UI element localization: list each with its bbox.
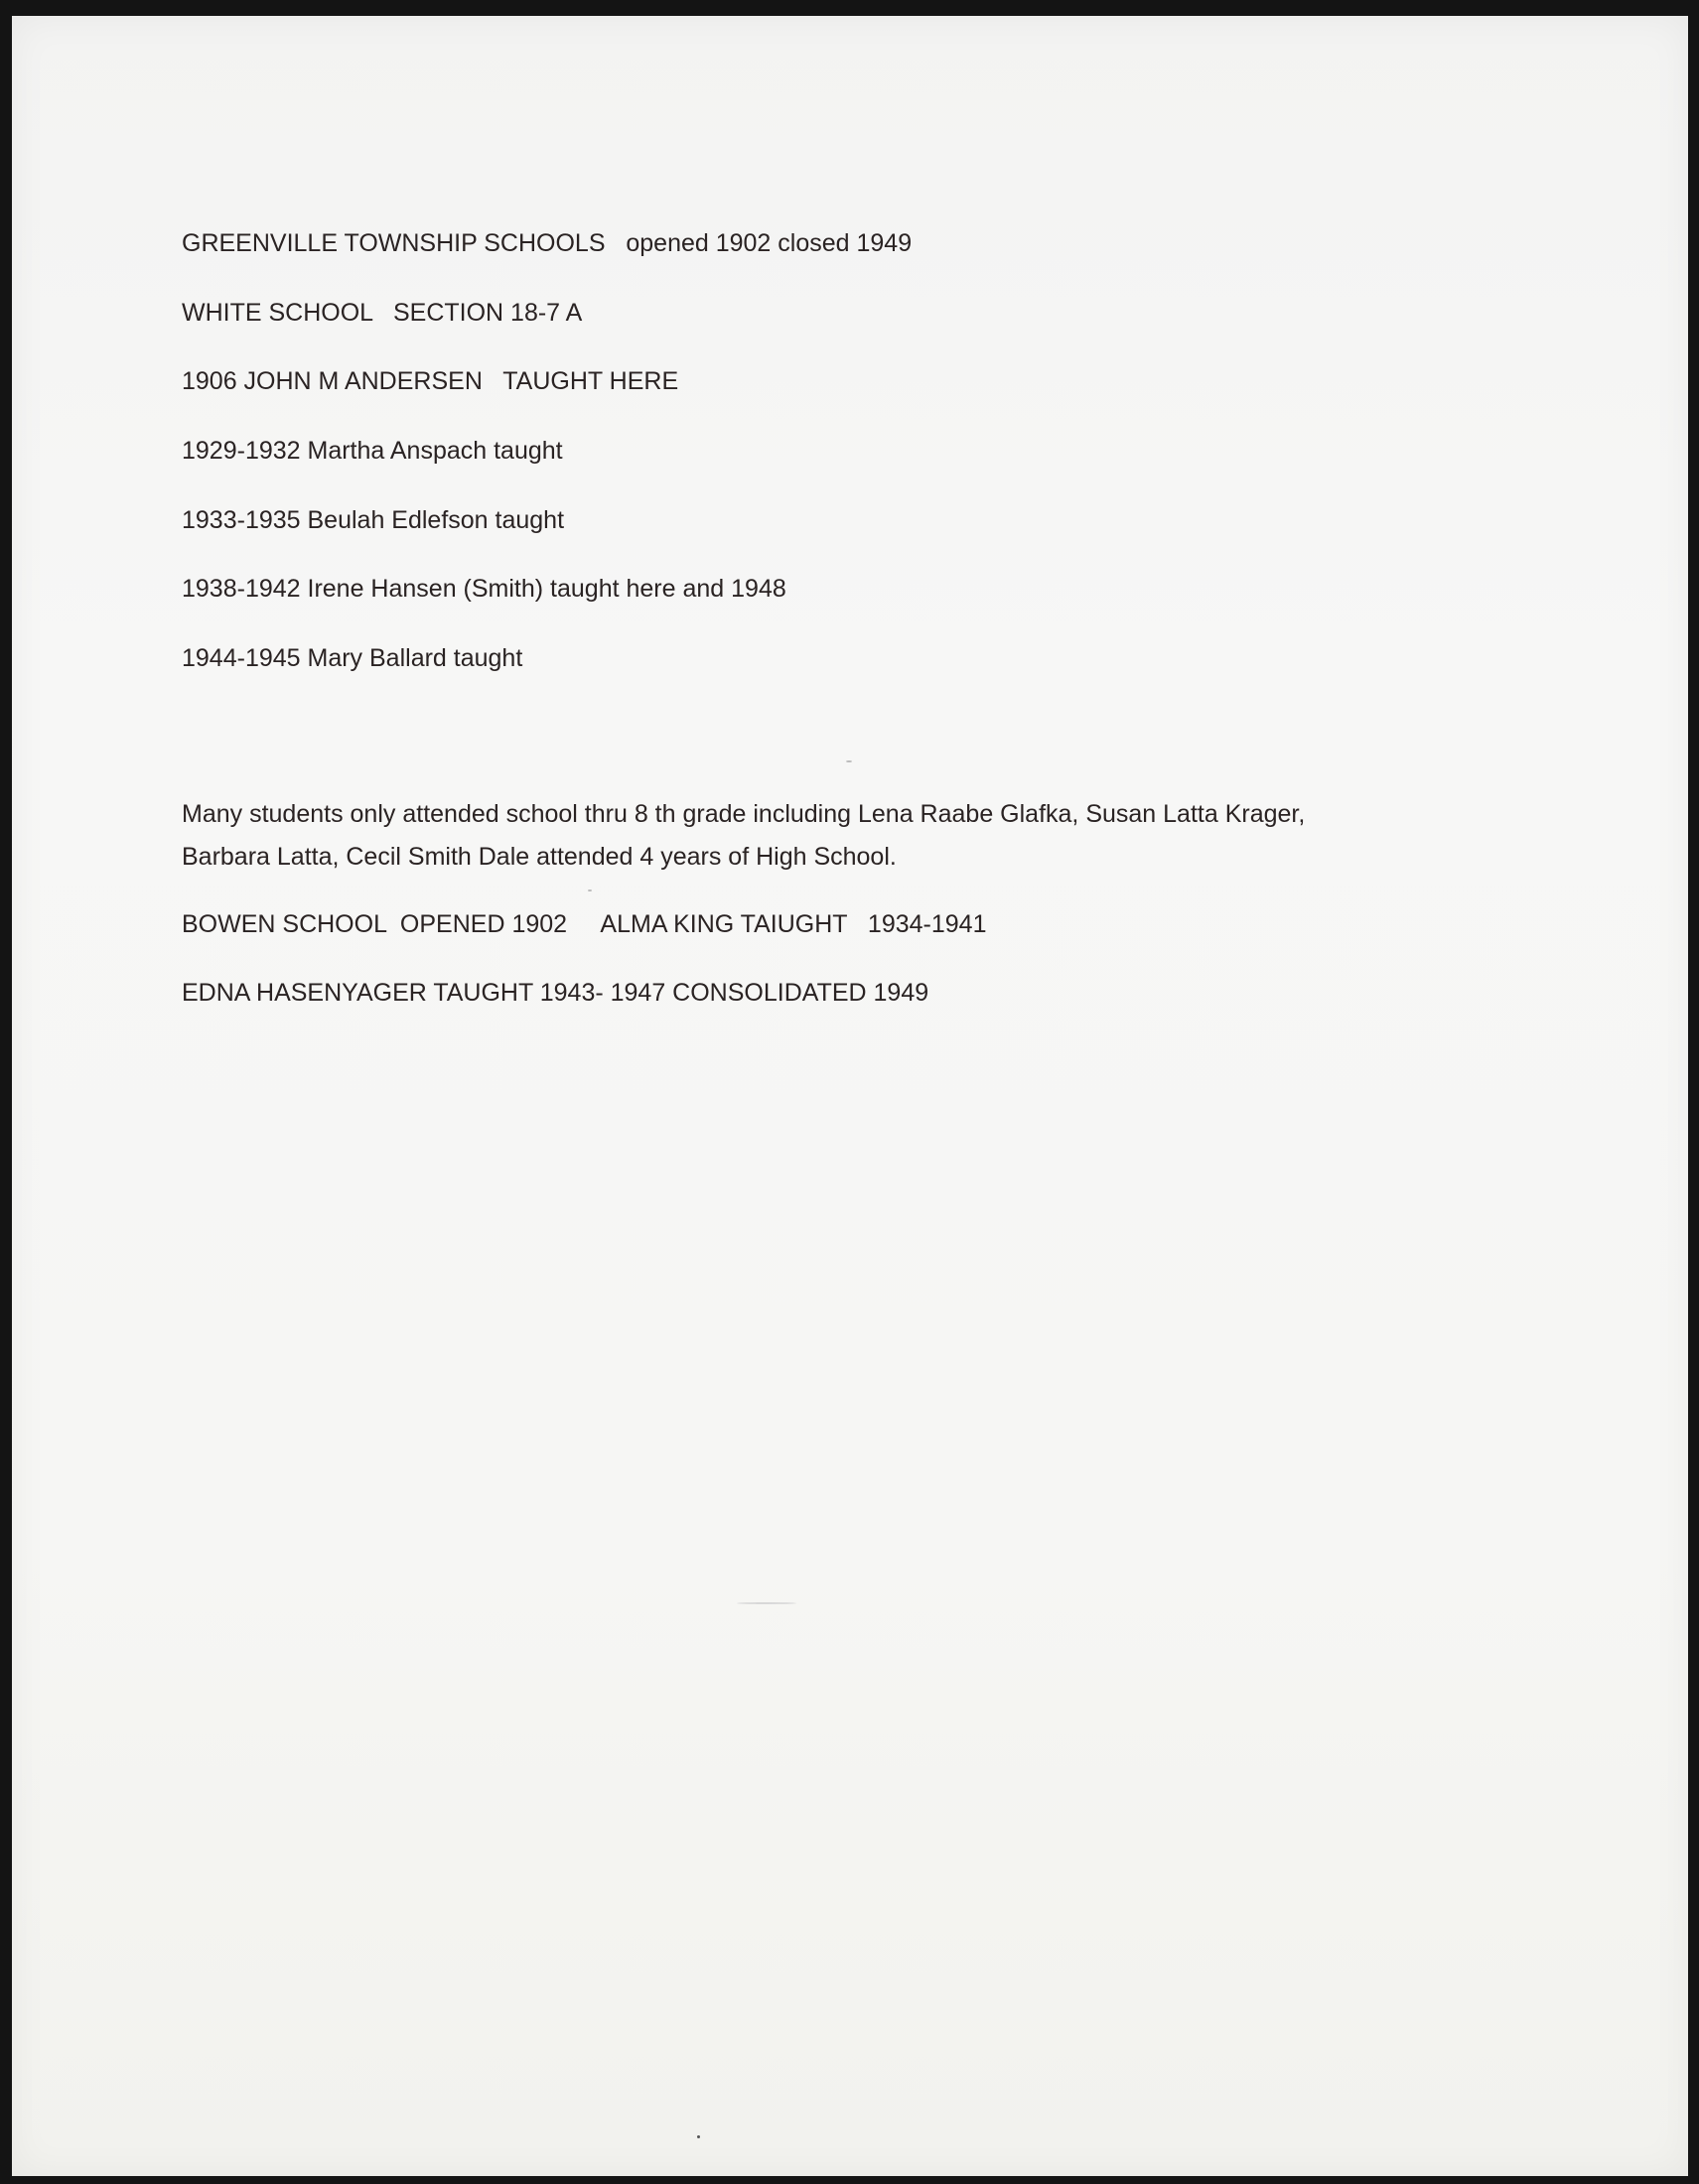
document-line: 1933-1935 Beulah Edlefson taught [182, 506, 565, 534]
document-line: 1906 JOHN M ANDERSEN TAUGHT HERE [182, 367, 679, 395]
document-line: 1944-1945 Mary Ballard taught [182, 644, 523, 672]
document-page [12, 16, 1688, 2176]
paper-speck [737, 1602, 796, 1604]
paragraph-line: Many students only attended school thru 8 th grade including Lena Raabe Glafka, Susan Latta Krager, [182, 800, 1306, 828]
document-line: BOWEN SCHOOL OPENED 1902 ALMA KING TAIUGHT 1934-1941 [182, 910, 987, 938]
document-line: WHITE SCHOOL SECTION 18-7 A [182, 299, 583, 327]
paper-speck [697, 2135, 700, 2138]
paragraph-line: Barbara Latta, Cecil Smith Dale attended 4 years of High School. [182, 843, 897, 871]
paper-speck [846, 760, 852, 762]
document-heading: GREENVILLE TOWNSHIP SCHOOLS opened 1902 closed 1949 [182, 229, 913, 257]
document-line: 1938-1942 Irene Hansen (Smith) taught here and 1948 [182, 575, 786, 603]
document-line: EDNA HASENYAGER TAUGHT 1943- 1947 CONSOLIDATED 1949 [182, 979, 929, 1007]
paper-speck [588, 889, 592, 891]
document-line: 1929-1932 Martha Anspach taught [182, 437, 563, 465]
